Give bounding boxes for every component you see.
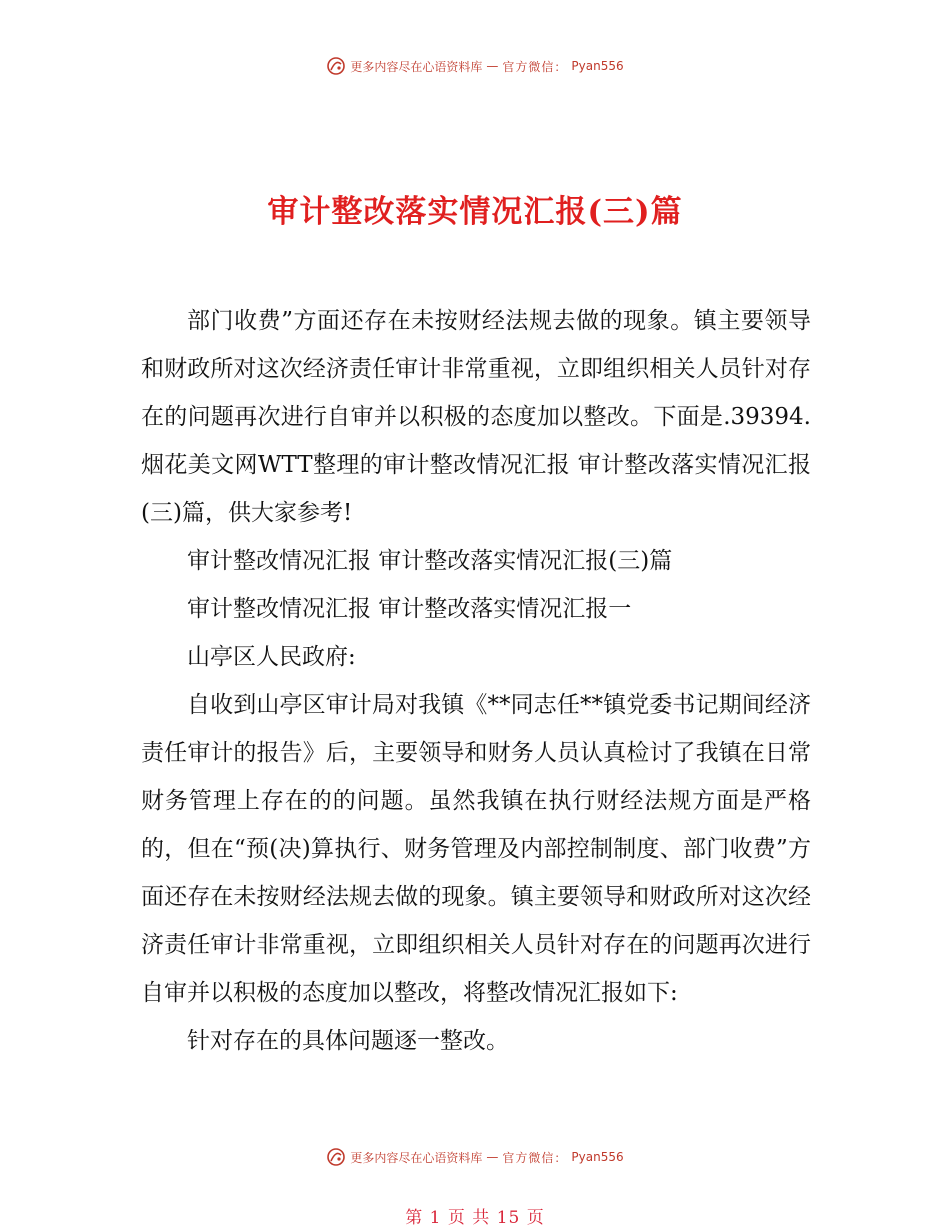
paragraph: 审计整改情况汇报 审计整改落实情况汇报一	[187, 596, 632, 622]
watermark-site-text: 更多内容尽在心语资料库	[350, 1150, 483, 1165]
paragraph: 针对存在的具体问题逐一整改。	[187, 1028, 509, 1054]
paragraph: 部门收费”方面还存在未按财经法规去做的现象。镇主要领导和财政所对这次经济责任审计非常重视，立即组织相关人员针对存在的问题再次进行自审并以积极的态度加以整改。下面是.39394.烟花美文网WTT整理的审计整改情况汇报 审计整改落实情况汇报(三)篇，供大家参考!	[141, 308, 811, 526]
logo-icon	[326, 56, 346, 76]
watermark-separator: —	[486, 1150, 499, 1164]
watermark-wechat-label: 官方微信：	[502, 1150, 568, 1165]
header-watermark	[0, 56, 950, 76]
document-body	[141, 297, 811, 1065]
watermark-site-text: 更多内容尽在心语资料库	[350, 59, 483, 74]
watermark-separator: —	[486, 59, 499, 73]
watermark-wechat-label: 官方微信：	[502, 59, 568, 74]
paragraph: 山亭区人民政府:	[187, 644, 356, 670]
logo-icon	[326, 1147, 346, 1167]
watermark-wechat-id: Pyan556	[571, 1150, 624, 1164]
document-title: 审计整改落实情况汇报(三)篇	[267, 194, 683, 230]
page-number: 第 1 页 共 15 页	[405, 1208, 545, 1228]
paragraph: 自收到山亭区审计局对我镇《**同志任**镇党委书记期间经济责任审计的报告》后，主要领导和财务人员认真检讨了我镇在日常财务管理上存在的的问题。虽然我镇在执行财经法规方面是严格的，但在“预(决)算执行、财务管理及内部控制制度、部门收费”方面还存在未按财经法规去做的现象。镇主要领导和财政所对这次经济责任审计非常重视，立即组织相关人员针对存在的问题再次进行自审并以积极的态度加以整改，将整改情况汇报如下:	[141, 692, 811, 1006]
footer-watermark	[0, 1147, 950, 1167]
paragraph: 审计整改情况汇报 审计整改落实情况汇报(三)篇	[187, 548, 673, 574]
watermark-wechat-id: Pyan556	[571, 59, 624, 73]
